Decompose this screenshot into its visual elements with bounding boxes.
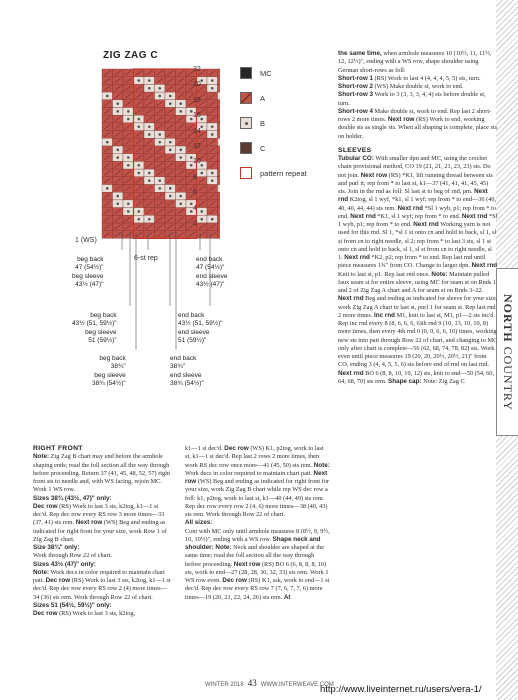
chart-cell <box>218 192 221 200</box>
paragraph: the same time, when armhole measures 10 (10½, 11, 11½, 12, 12½)", ending with a WS row, shape shoulder using German short-rows as foll: <box>338 50 492 74</box>
bold-run: Next row <box>233 560 261 568</box>
legend-swatch <box>240 142 252 154</box>
chart-cell <box>218 84 221 92</box>
right-front-column <box>33 445 173 618</box>
paragraph <box>33 495 173 503</box>
size-line: 38¾ (54½)" <box>92 379 126 387</box>
chart-cell <box>218 208 221 216</box>
bold-run: Next row <box>387 116 415 123</box>
cell-dot <box>179 102 182 105</box>
chart-cell <box>218 154 221 162</box>
cell-dot <box>116 202 119 205</box>
bold-run: Next rnd <box>350 212 376 220</box>
cell-dot <box>211 125 214 128</box>
cell-dot <box>179 202 182 205</box>
sleeves-heading: SLEEVES <box>338 146 372 154</box>
cell-dot <box>211 133 214 136</box>
paragraph: Note: Zig Zag B chart may end before the armhole shaping ends; read the foll section all the way through before proceeding. Return 37 (41, 45, 48, 52, 57) right front sts to needle and, with WS facing, rejoin MC. Work 1 WS row. <box>33 453 171 494</box>
bold-run: Shape cap: <box>388 377 422 385</box>
size-line: end back <box>170 355 197 362</box>
bold-run: Next rnd <box>397 204 424 212</box>
cell-dot <box>148 218 151 221</box>
cell-dot <box>158 133 161 136</box>
bold-run: Next rnd <box>338 295 364 303</box>
row-number: 2 <box>193 220 197 227</box>
middle-column <box>185 445 330 602</box>
size-line: end sleeve <box>178 328 210 336</box>
paragraph: Short-row 3 Work to 3 (3, 3, 3, 4, 4) sts before double st, turn. <box>338 91 486 107</box>
chart-cell <box>218 161 221 169</box>
paragraph: k1—1 st dec'd. Dec row (WS) K1, p2tog, work to last st, k1—1 st dec'd. Rep last 2 rows 2 more times, then work RS dec row once more—41 (45, 50) sts rem. Note: Work decs in color required to maintain chart patt. Next row (WS) Beg and ending as indicated for right front for your size, work Zig Zag B chart while rep WS dec row a foll: k1, p2tog, work to last st, k1—40 (44, 49) sts rem. Rep dec row every row 2 (4, 6) more times—38 (40, 43) sts rem. Work through Row 22 of chart. <box>185 445 330 518</box>
chart-cell <box>218 200 221 208</box>
bold-run: Note: <box>313 461 330 469</box>
row-number: 14 <box>193 127 201 135</box>
chart-cell <box>218 215 221 223</box>
bold-run: Dec row <box>224 445 249 452</box>
cell-dot <box>148 133 151 136</box>
size-line: beg sleeve <box>85 328 117 336</box>
size-line: beg back <box>90 312 117 319</box>
paragraph: Dec row (RS) Work to last 3 sts, k2tog, k1—1 st dec'd. Rep dec row every RS row 3 more times—33 (37, 41) sts rem. Next row (WS) Beg and ending as indicated for right front for your size, work Row 1 of Zig Zag B chart. <box>33 502 167 543</box>
footer-site: WWW.INTERWEAVE.COM <box>260 682 334 688</box>
cell-dot <box>106 141 109 144</box>
cell-dot <box>127 156 130 159</box>
size-line: 51 (59½)" <box>88 336 117 344</box>
chart-cell <box>218 108 221 116</box>
legend-swatch <box>240 167 252 179</box>
row-number: 18 <box>193 96 201 104</box>
cell-dot <box>179 149 182 152</box>
size-line: end sleeve <box>170 371 202 379</box>
bold-run: Next row <box>360 171 388 179</box>
bold-run: Short-row 2 <box>338 83 373 90</box>
right-column-text <box>338 50 498 386</box>
paragraph: Cont with MC only until armhole measures 8 (8½, 9, 9½, 10, 10½)", ending with a WS row. Shape neck and shoulder: Note: Neck and shoulder are shaped at the same time; read the foll section all the way through before proceeding. Next row (RS) BO 6 (6, 8, 8, 8, 10) sts, work to end—27 (28, 28, 30, 32, 33) sts rem. Work 1 WS row even. Dec row (RS) K1, ssk, work to end—1 st dec'd. Rep dec row every RS row 7 (7, 6, 7, 7, 6) more times—19 (20, 21, 22, 24, 26) sts rem. At <box>185 527 330 601</box>
chart-cell <box>218 138 221 146</box>
section-tab-bold: NORTH <box>501 293 515 343</box>
cell-dot <box>116 149 119 152</box>
bold-run: Next rnd <box>461 212 488 220</box>
cell-dot <box>169 102 172 105</box>
chart-cell <box>218 123 221 131</box>
bold-run: Sizes 43½ (47)" only: <box>33 560 96 568</box>
cell-dot <box>148 172 151 175</box>
cell-dot <box>169 187 172 190</box>
cell-dot <box>106 95 109 98</box>
row-number: 10 <box>193 158 201 166</box>
chart-cell <box>218 146 221 154</box>
cell-dot <box>127 118 130 121</box>
first-row-label: 1 (WS) <box>75 237 97 244</box>
paragraph: Short-row 2 (WS) Make double st, work to end. <box>338 83 464 90</box>
size-line: end sleeve <box>196 272 228 280</box>
cell-dot <box>116 110 119 113</box>
cell-dot <box>211 79 214 82</box>
size-line: 43½ (51, 59½)" <box>178 320 223 328</box>
chart-cell <box>218 185 221 193</box>
size-line: end back <box>178 312 205 319</box>
bold-run: Dec row <box>33 610 58 617</box>
size-line: 38¾ (54½)" <box>170 379 204 387</box>
size-line: 47 (54½)" <box>196 264 225 272</box>
section-tab-normal: COUNTRY <box>501 342 515 411</box>
bold-run: Short-row 1 <box>338 74 373 82</box>
chart-cell <box>218 177 221 185</box>
bold-run: Next row <box>75 519 103 527</box>
row-number: 6 <box>193 189 197 197</box>
bold-run: Dec row <box>222 577 247 584</box>
bold-run: Inc rnd <box>374 311 396 319</box>
bold-run: Dec row <box>45 577 71 584</box>
legend-swatch <box>240 67 252 79</box>
cell-dot <box>179 195 182 198</box>
cell-dot <box>116 102 119 105</box>
footer-season: WINTER 2018 <box>205 682 244 688</box>
right-front-heading: RIGHT FRONT <box>33 445 83 452</box>
repeat-label: 6-st rep <box>134 255 158 262</box>
bold-run: Next rnd <box>338 188 488 204</box>
chart-cell <box>218 131 221 139</box>
cell-dot <box>200 172 203 175</box>
legend-label: pattern repeat <box>260 168 307 178</box>
chart-cell <box>218 92 221 100</box>
bold-run: Short-row 3 <box>338 91 373 99</box>
cell-dot <box>158 95 161 98</box>
paragraph <box>185 519 330 527</box>
size-line: beg sleeve <box>94 371 126 379</box>
paragraph: Short-row 4 Make double st, work to end. Rep last 2 short-rows 2 more times. Next row (RS) Work to end, working double sts as single sts. When all shaping is complete, place sts on holder. <box>338 107 498 140</box>
cell-dot <box>158 87 161 90</box>
paragraph <box>33 544 173 552</box>
legend-item <box>240 67 272 79</box>
bold-run: Next rnd <box>413 221 439 228</box>
row-number: 4 <box>193 204 197 212</box>
size-line: beg sleeve <box>72 272 104 280</box>
cell-dot <box>211 172 214 175</box>
section-tab <box>496 268 518 436</box>
cell-dot <box>179 156 182 159</box>
chart-title: ZIG ZAG C <box>103 50 159 61</box>
bold-run: Note: <box>33 453 50 461</box>
cell-dot <box>148 125 151 128</box>
size-line: 43½ (47)" <box>75 280 104 288</box>
chart-cell <box>218 77 221 85</box>
paragraph: Tubular CO: With smaller dpn and MC, using the crochet chain provisional method, CO 19 (21, 21, 21, 23, 23) sts. Do not join. Next row (RS) *K1, lift running thread between sts and purl it; rep from * to last st, k1—37 (41, 41, 41, 45, 45) sts. Join in the rnd as foll: Sl last st to beg of rnd, pm. Next rnd K2tog, sl 1 wyf, *k1, sl 1 wyf; rep from * to end—36 (40, 40, 40, 44, 44) sts rem. Next rnd *Sl 1 wyb, p1; rep from * to end. Next rnd *K1, sl 1 wyf; rep from * to end. Next rnd *Sl 1 wyb, p1; rep from * to end. Next rnd Working yarn is not used for this rnd. Sl 1, *sl 1 st onto cn and hold to back, sl 1, sl st from cn to right needle, sl 2; rep from * to last 3 sts, sl 1 st onto cn and hold to back, sl 1, sl st from cn to right needle, sl 1. Next rnd *K2, p2; rep from * to end. Rep last rnd until piece measures 1¾" from CO. Change to larger dpn. Next rnd Knit to last st, p1. Rep last rnd once. Note: Maintain pulled faux seam st for entire sleeve, using MC for seam st on Rnds 1 and 2 of Zig Zag A chart and A for seam st on Rnds 3–22. Next rnd Beg and ending as indicated for sleeve for your size, work Zig Zag A chart to last st, purl 1 for seam st. Rep last rnd 2 more times. Inc rnd M1, knit to last st, M1, p1—2 sts inc'd. Rep inc rnd every 8 (8, 6, 6, 6, 6)th rnd 9 (10, 13, 10, 10, 8) more times, then every 4th rnd 0 (0, 0, 6, 6, 10) times, working new sts into patt through Row 22 of chart, and changing to MC only after chart is complete—56 (62, 68, 74, 78, 82) sts. Work even until piece measures 19 (20, 20, 20½, 20½, 21)" from CO, ending 3 (4, 4, 5, 5, 6) sts before end of rnd on last rnd. Next rnd BO 6 (8, 8, 10, 10, 12) sts, knit to end—50 (54, 60, 64, 68, 70) sts rem. Shape cap: Note: Zig Zag C <box>338 155 498 385</box>
legend-swatch <box>240 92 252 104</box>
cell-dot <box>137 118 140 121</box>
cell-dot <box>106 187 109 190</box>
size-line: beg back <box>77 256 104 263</box>
cell-dot <box>137 172 140 175</box>
size-line: 43½ (47)" <box>196 280 225 288</box>
cell-dot <box>148 179 151 182</box>
cell-dot <box>127 202 130 205</box>
size-line: 47 (54½)" <box>75 264 104 272</box>
size-line: beg back <box>99 355 126 362</box>
row-number: 20 <box>193 81 201 89</box>
cell-dot <box>137 164 140 167</box>
cell-dot <box>158 187 161 190</box>
legend-item <box>240 117 265 129</box>
legend-label: B <box>260 118 266 128</box>
paragraph <box>33 561 173 569</box>
chart-cell <box>218 169 221 177</box>
row-number: 22 <box>193 66 201 73</box>
size-line: 38¾" <box>110 363 126 371</box>
cell-dot <box>158 141 161 144</box>
paragraph: Dec row (RS) Work to last 3 sts, k2tog, <box>33 610 136 617</box>
legend-item <box>240 92 265 104</box>
cell-dot <box>127 210 130 213</box>
paragraph <box>33 602 173 610</box>
cell-dot <box>211 218 214 221</box>
cell-dot <box>179 110 182 113</box>
size-leader-lines <box>60 228 230 388</box>
cell-dot <box>211 179 214 182</box>
bold-run: Size 38¾" only: <box>33 544 80 551</box>
cell-dot <box>200 218 203 221</box>
cell-dot <box>148 87 151 90</box>
cell-dot <box>137 125 140 128</box>
bold-run: the same time, <box>338 50 382 57</box>
bold-run: At <box>283 593 291 601</box>
row-number: 16 <box>193 112 201 120</box>
cell-dot <box>158 179 161 182</box>
paragraph: Note: Work decs in color required to maintain chart patt. Dec row (RS) Work to last 3 sts, k2tog, k1—1 st dec'd. Rep dec row every RS row 2 (4) more times—34 (36) sts rem. Work through Row 22 of chart. <box>33 568 171 601</box>
bold-run: Note: <box>431 270 448 278</box>
cell-dot <box>169 141 172 144</box>
cell-dot <box>200 210 203 213</box>
chart-cell <box>218 69 221 77</box>
bold-run: Note: <box>33 568 50 576</box>
legend-item <box>240 142 265 154</box>
legend-item <box>240 167 307 179</box>
bold-run: Short-row 4 <box>338 107 373 115</box>
bold-run: Tubular CO: <box>338 155 374 162</box>
cell-dot <box>211 87 214 90</box>
legend-label: C <box>260 143 266 153</box>
size-line: 38¾" <box>170 363 185 371</box>
bold-run: Next rnd <box>338 369 364 377</box>
cell-dot <box>116 195 119 198</box>
cell-dot <box>127 110 130 113</box>
bold-run: Sizes 38¾ (43½, 47)" only: <box>33 494 112 502</box>
size-line: 43½ (51, 59½)" <box>72 320 117 328</box>
cell-dot <box>137 79 140 82</box>
cell-dot <box>169 95 172 98</box>
cell-dot <box>137 218 140 221</box>
cell-dot <box>169 195 172 198</box>
cell-dot <box>127 164 130 167</box>
chart-cell <box>218 115 221 123</box>
cell-dot <box>169 149 172 152</box>
bold-run: Next rnd <box>344 254 370 261</box>
legend-label: MC <box>260 68 272 78</box>
chart-cell <box>218 100 221 108</box>
watermark-url: http://www.liveinternet.ru/users/vera-1/ <box>320 684 482 695</box>
row-number: 8 <box>193 173 197 181</box>
bold-run: Dec row <box>33 502 58 510</box>
cell-dot <box>148 79 151 82</box>
legend-swatch <box>240 117 252 129</box>
bold-run: Next rnd <box>471 262 498 270</box>
size-line: 51 (59½)" <box>178 336 207 344</box>
bold-run: All sizes: <box>185 519 213 527</box>
legend-label: A <box>260 93 266 103</box>
page-footer <box>205 678 334 688</box>
cell-dot <box>116 156 119 159</box>
size-line: end back <box>196 256 223 263</box>
bold-run: Shape neck and shoulder: Note: <box>185 535 321 551</box>
row-number: 12 <box>193 143 201 150</box>
cell-dot <box>137 210 140 213</box>
paragraph: Work through Row 22 of chart. <box>33 552 112 560</box>
bold-run: Sizes 51 (54½, 59½)" only: <box>33 601 112 609</box>
page-number: 43 <box>247 678 257 688</box>
bold-run: Next row <box>185 469 328 485</box>
paragraph: Short-row 1 (RS) Work to last 4 (4, 4, 4, 5, 5) sts, turn. <box>338 74 481 82</box>
